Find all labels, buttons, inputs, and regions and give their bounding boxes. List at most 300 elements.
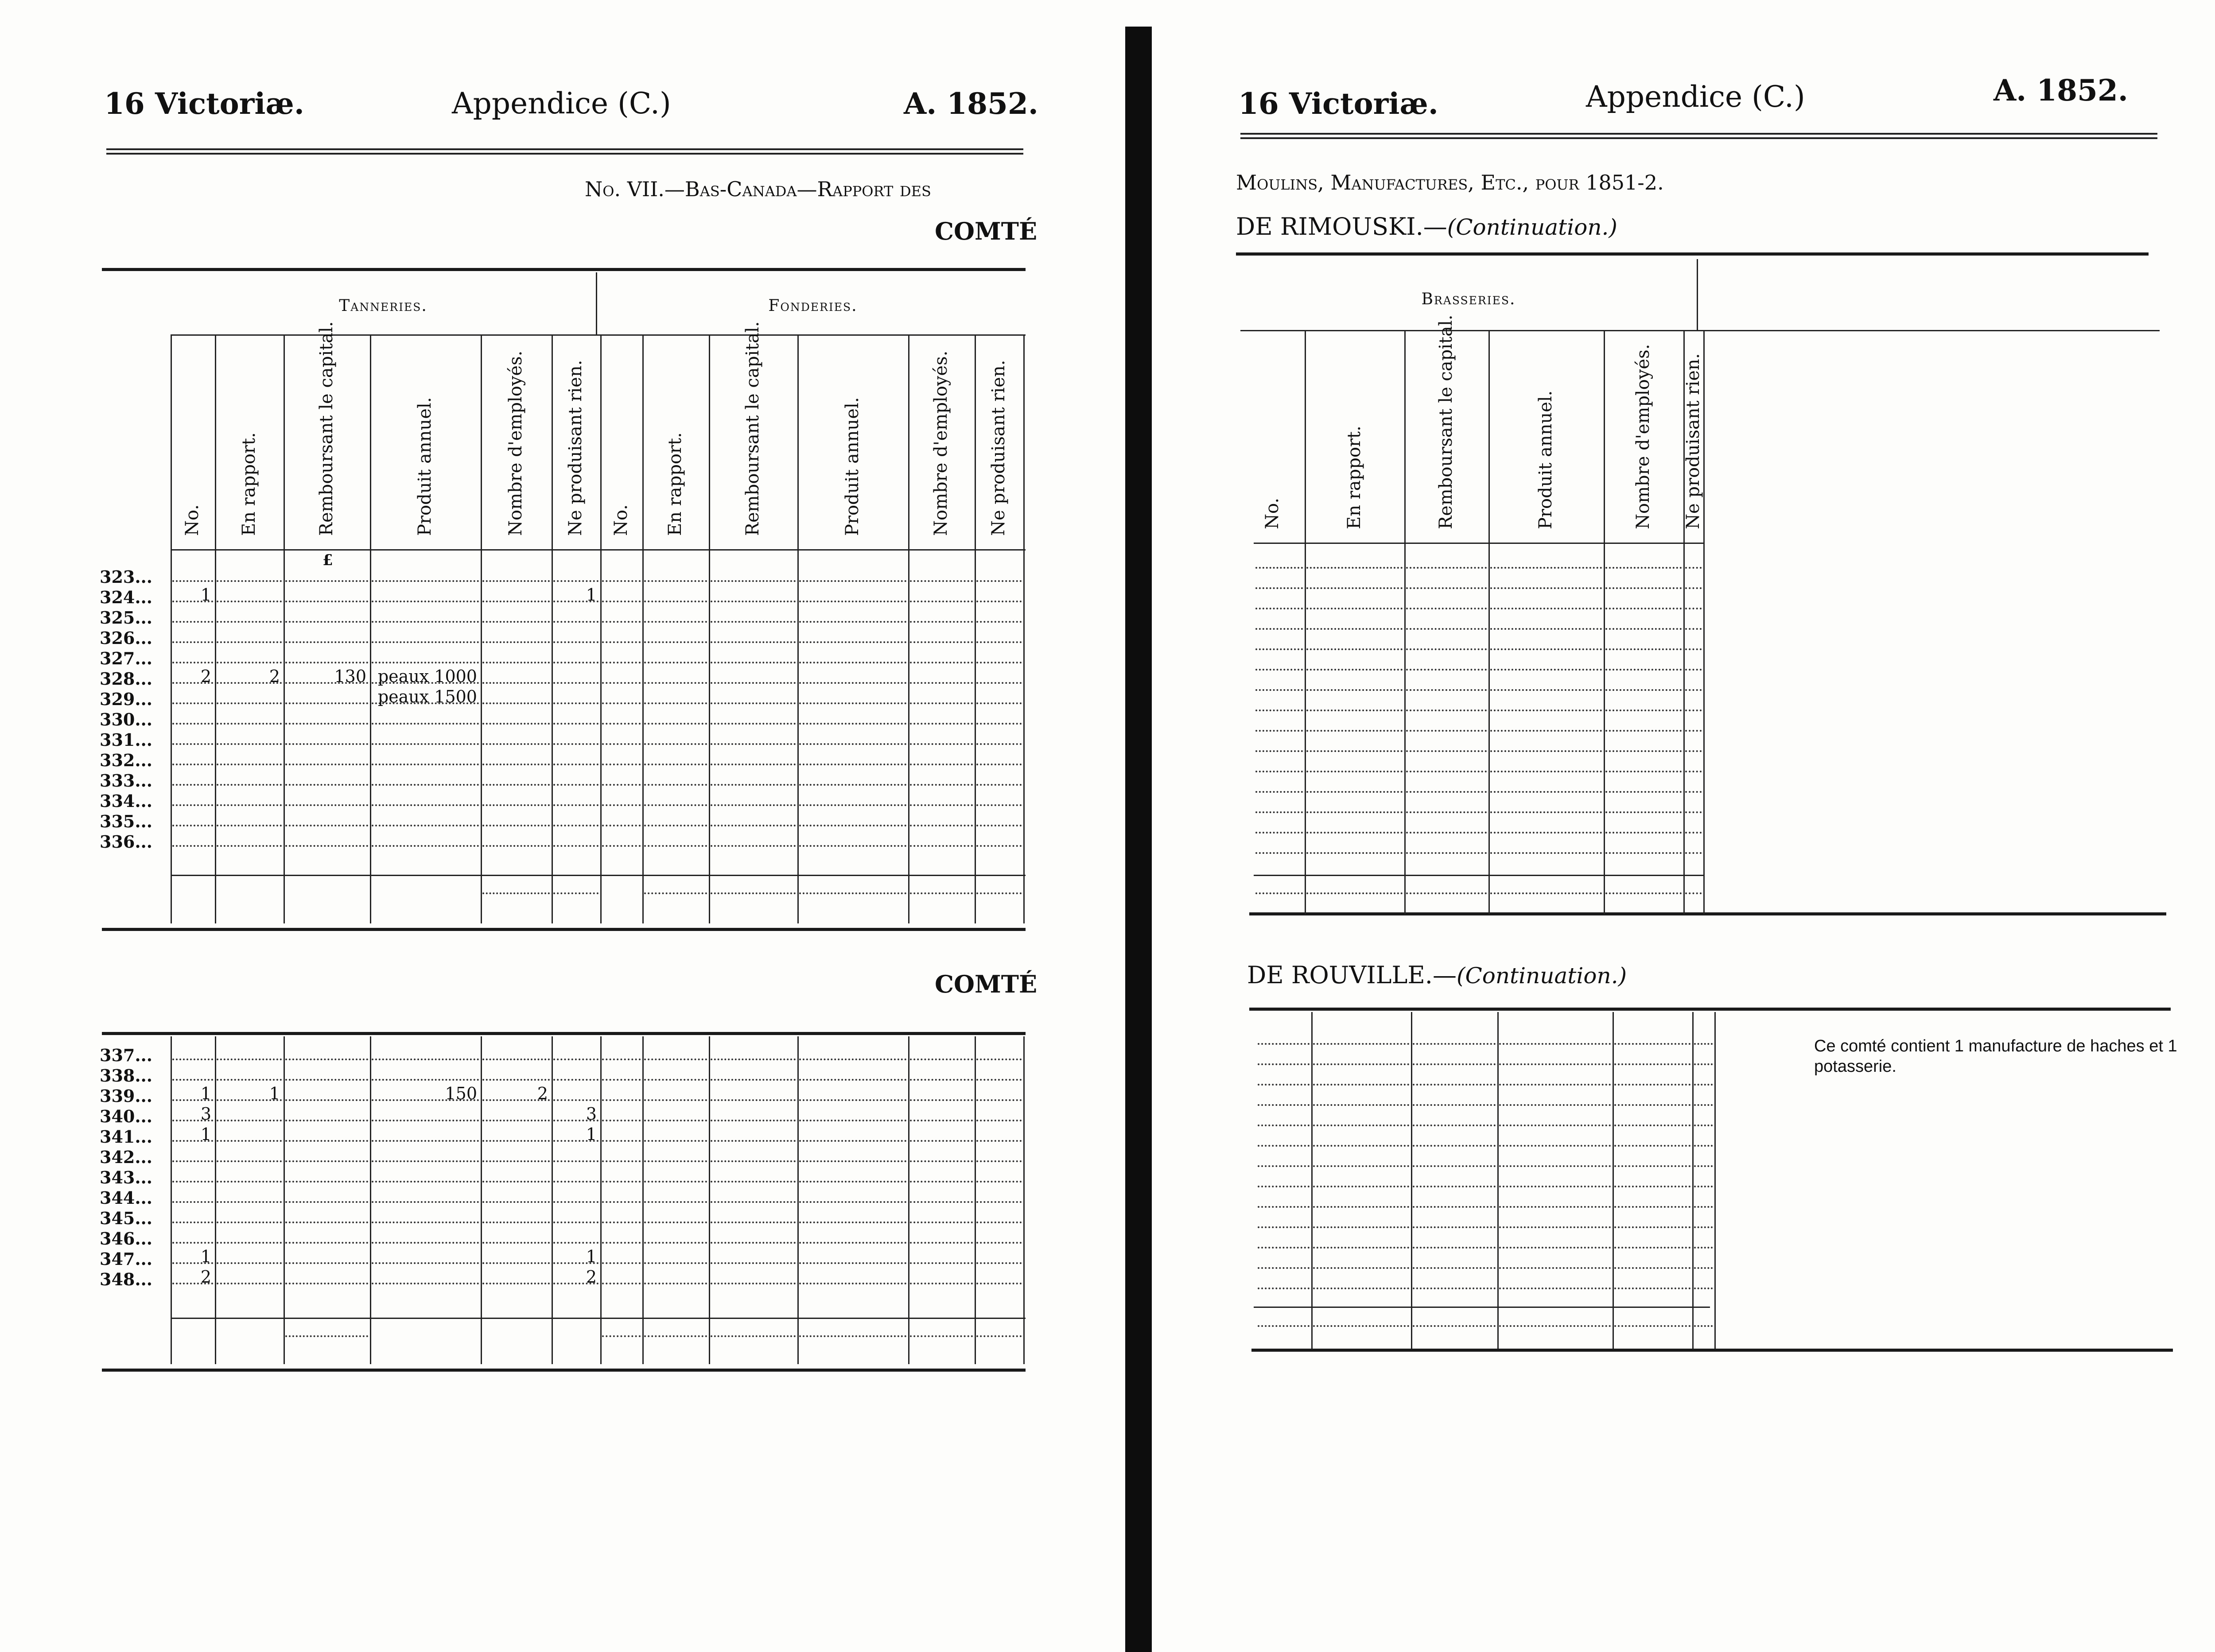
table2-cell (602, 1045, 641, 1060)
table1-cell (799, 628, 906, 643)
table3-cell (1406, 839, 1487, 854)
row-number: 323... (100, 567, 153, 587)
table2-cell (910, 1249, 973, 1264)
table3-cell (1255, 696, 1303, 711)
table4-cell (1614, 1233, 1690, 1249)
table3-cell (1490, 635, 1602, 650)
table2-cell (217, 1127, 282, 1142)
table1-cell (711, 710, 796, 725)
table4-cell (1614, 1254, 1690, 1269)
table3-cell (1406, 696, 1487, 711)
table1-top-rule (102, 268, 1026, 271)
table2-cell (910, 1167, 973, 1183)
table3-cell (1685, 778, 1702, 793)
table1-total-dots (482, 879, 550, 894)
table2-cell (482, 1045, 550, 1060)
table3-cell (1306, 615, 1403, 630)
table1-total-dots (799, 879, 906, 894)
table2-cell (644, 1208, 707, 1223)
table2-cell (217, 1269, 282, 1284)
table2-cell (910, 1127, 973, 1142)
table2-cell (482, 1188, 550, 1203)
table1-cell: 1 (172, 587, 213, 602)
header-rule (106, 148, 1023, 155)
table2-cell (711, 1066, 796, 1081)
t1-divider-12 (1023, 334, 1025, 923)
table2-cell (482, 1249, 550, 1264)
table2-total-line (171, 1318, 1026, 1319)
table2-cell (482, 1229, 550, 1244)
table1-cell (172, 608, 213, 623)
table4-cell (1258, 1070, 1310, 1086)
table1-cell (799, 771, 906, 786)
table1-cell (372, 587, 479, 602)
county-rimouski (1236, 213, 1617, 240)
table2-cell (799, 1167, 906, 1183)
table4-cell (1499, 1111, 1611, 1126)
table1-cell (976, 587, 1022, 602)
table1-total-dots (553, 879, 598, 894)
table1-cell: peaux 1500 (372, 689, 479, 704)
row-number: 332... (100, 750, 153, 770)
table1-cell (217, 710, 282, 725)
table4-cell (1313, 1070, 1409, 1086)
table1-cell (910, 689, 973, 704)
table2-cell (602, 1249, 641, 1264)
table2-cell (644, 1086, 707, 1101)
table1-cell (217, 567, 282, 582)
table4-cell (1313, 1111, 1409, 1126)
table4-cell (1694, 1274, 1713, 1289)
table1-cell (217, 648, 282, 663)
table4-cell (1694, 1193, 1713, 1208)
table2-cell (372, 1167, 479, 1183)
county-rimouski-note: (Continuation.) (1447, 214, 1617, 240)
table2-cell (482, 1106, 550, 1121)
table1-cell (482, 750, 550, 765)
table4-cell (1313, 1193, 1409, 1208)
table1-cell (217, 689, 282, 704)
table3-cell (1605, 574, 1682, 589)
table4-cell (1258, 1132, 1310, 1147)
table4-cell (1413, 1050, 1496, 1065)
table3-cell (1306, 635, 1403, 650)
table1-cell (553, 648, 598, 663)
table2-top-rule (102, 1032, 1026, 1035)
table4-cell (1258, 1172, 1310, 1187)
table2-cell (372, 1066, 479, 1081)
tanneries-col-5: Ne produisant rien. (565, 360, 586, 536)
table3-cell (1605, 737, 1682, 752)
table1-cell: 1 (553, 587, 598, 602)
table2-cell (799, 1147, 906, 1162)
table4-cell (1694, 1070, 1713, 1086)
t1-divider-9 (797, 334, 799, 923)
table2-cell (799, 1249, 906, 1264)
table3-cell (1306, 554, 1403, 569)
table2-cell (285, 1147, 368, 1162)
table3-cell (1255, 574, 1303, 589)
t3-group-divider (1697, 259, 1698, 330)
table1-cell (644, 648, 707, 663)
t2-divider-9 (797, 1036, 799, 1364)
table1-cell (285, 648, 368, 663)
table2-cell (976, 1066, 1022, 1081)
table3-cell (1685, 676, 1702, 691)
table1-cell (976, 628, 1022, 643)
table2-cell (711, 1208, 796, 1223)
t3-divider-1 (1404, 330, 1406, 915)
table1-cell (976, 730, 1022, 745)
t4-divider-3 (1613, 1012, 1614, 1349)
table2-cell (482, 1269, 550, 1284)
table4-cell (1313, 1091, 1409, 1106)
table2-cell (711, 1127, 796, 1142)
table2-cell (910, 1066, 973, 1081)
table1-cell (976, 669, 1022, 684)
table2-cell: 2 (172, 1269, 213, 1284)
table2-cell: 3 (553, 1106, 598, 1121)
table1-cell (372, 811, 479, 826)
table2-cell (172, 1188, 213, 1203)
t3-divider-2 (1488, 330, 1490, 915)
table3-cell (1255, 818, 1303, 834)
table3-cell (1490, 696, 1602, 711)
t1-group-divider (596, 272, 597, 334)
t1-divider-7 (642, 334, 644, 923)
t2-divider-1 (215, 1036, 216, 1364)
table1-cell (285, 608, 368, 623)
table1-cell (602, 587, 641, 602)
table2-cell (285, 1086, 368, 1101)
table2-cell (217, 1208, 282, 1223)
table2-total-dots (711, 1322, 796, 1337)
table3-cell (1406, 554, 1487, 569)
table3-cell (1685, 635, 1702, 650)
table1-cell (644, 730, 707, 745)
table1-cell (482, 669, 550, 684)
table1-cell (285, 750, 368, 765)
table3-cell (1255, 737, 1303, 752)
table3-top-rule (1236, 252, 2149, 256)
table1-cell (372, 710, 479, 725)
t1-divider-1 (215, 334, 216, 923)
row-number: 339... (100, 1086, 153, 1106)
table2-cell (976, 1045, 1022, 1060)
table2-cell (644, 1045, 707, 1060)
table1-cell (602, 832, 641, 847)
table3-total-dots (1490, 879, 1602, 894)
table1-cell (285, 567, 368, 582)
table2-cell (910, 1229, 973, 1244)
table2-cell (285, 1249, 368, 1264)
table2-cell (644, 1249, 707, 1264)
table3-cell (1490, 818, 1602, 834)
table3-cell (1685, 615, 1702, 630)
table2-cell (553, 1229, 598, 1244)
report-title-cont: Moulins, Manufactures, Etc., pour 1851-2. (1236, 171, 1664, 194)
table1-cell (553, 628, 598, 643)
table1-cell (711, 628, 796, 643)
county-rouville-name: DE ROUVILLE.— (1247, 961, 1457, 989)
table1-cell (711, 669, 796, 684)
t4-divider-4 (1692, 1012, 1694, 1349)
table1-cell (976, 832, 1022, 847)
header-appendix: Appendice (C.) (452, 86, 671, 120)
table2-total-dots (910, 1322, 973, 1337)
table3-cell (1406, 615, 1487, 630)
table1-cell (644, 791, 707, 806)
table1-cell (644, 811, 707, 826)
table3-total-dots (1255, 879, 1303, 894)
table2-cell (711, 1147, 796, 1162)
table3-total-dots (1306, 879, 1403, 894)
table2-cell: 1 (172, 1127, 213, 1142)
table1-cell (482, 567, 550, 582)
table1-cell (217, 730, 282, 745)
tanneries-col-4: Nombre d'employés. (505, 350, 526, 536)
table3-cell (1685, 594, 1702, 609)
header-session-right: A. 1852. (1994, 73, 2128, 108)
group-fonderies: Fonderies. (768, 297, 858, 315)
table4-cell (1499, 1254, 1611, 1269)
table1-cell (711, 791, 796, 806)
table4-cell (1413, 1193, 1496, 1208)
table4-cell (1614, 1091, 1690, 1106)
table4-cell (1614, 1152, 1690, 1167)
row-number: 340... (100, 1106, 153, 1126)
table2-cell (602, 1066, 641, 1081)
row-number: 337... (100, 1045, 153, 1065)
table2-cell (285, 1269, 368, 1284)
table2-cell (644, 1269, 707, 1284)
table4-cell (1694, 1111, 1713, 1126)
t1-divider-3 (370, 334, 371, 923)
table3-cell (1255, 676, 1303, 691)
table4-cell (1499, 1213, 1611, 1228)
table3-cell (1406, 757, 1487, 772)
table3-cell (1306, 655, 1403, 671)
table1-cell (910, 750, 973, 765)
table1-cell (285, 791, 368, 806)
table2-cell (372, 1147, 479, 1162)
table4-cell (1694, 1132, 1713, 1147)
table1-cell (217, 832, 282, 847)
table2-cell (910, 1188, 973, 1203)
t1-divider-5 (552, 334, 553, 923)
table2-cell (976, 1106, 1022, 1121)
table3-cell (1306, 676, 1403, 691)
table1-cell (910, 710, 973, 725)
table3-cell (1685, 717, 1702, 732)
table2-cell: 1 (553, 1127, 598, 1142)
table1-cell (644, 608, 707, 623)
table1-cell (799, 710, 906, 725)
table4-cell (1313, 1233, 1409, 1249)
table1-cell (711, 730, 796, 745)
table3-cell (1255, 839, 1303, 854)
table2-cell (482, 1208, 550, 1223)
table1-cell (172, 689, 213, 704)
table3-cell (1685, 655, 1702, 671)
book-spine (1125, 27, 1152, 1652)
table1-cell (172, 628, 213, 643)
table1-cell (217, 811, 282, 826)
table3-cell (1490, 574, 1602, 589)
table3-cell (1605, 635, 1682, 650)
table2-cell (285, 1106, 368, 1121)
table2-cell (553, 1208, 598, 1223)
t1-divider-6 (600, 334, 602, 923)
brasseries-col-2: Remboursant le capital. (1436, 314, 1456, 529)
table3-cell (1406, 655, 1487, 671)
table1-cell (711, 587, 796, 602)
brasseries-col-0: No. (1262, 497, 1282, 529)
table4-cell (1258, 1111, 1310, 1126)
table3-cell (1406, 676, 1487, 691)
table1-cell (910, 567, 973, 582)
table4-cell (1499, 1050, 1611, 1065)
table1-cell (172, 567, 213, 582)
table2-cell (553, 1045, 598, 1060)
county-rouville (1247, 961, 1627, 989)
table3-cell (1306, 594, 1403, 609)
table1-cell: 130 (285, 669, 368, 684)
table1-cell (711, 689, 796, 704)
row-number: 326... (100, 628, 153, 648)
table3-cell (1685, 757, 1702, 772)
group-underline-right (1240, 330, 2160, 331)
table4-cell (1313, 1274, 1409, 1289)
table1-total-dots (711, 879, 796, 894)
table1-cell (482, 628, 550, 643)
table4-total-dots (1614, 1312, 1690, 1327)
table2-cell (976, 1086, 1022, 1101)
table3-cell (1490, 839, 1602, 854)
row-number: 328... (100, 669, 153, 689)
row-number: 343... (100, 1167, 153, 1187)
table2-cell: 1 (217, 1086, 282, 1101)
table3-cell (1605, 798, 1682, 813)
table1-cell (644, 710, 707, 725)
tanneries-col-1: En rapport. (238, 432, 259, 536)
table2-cell (976, 1269, 1022, 1284)
header-appendix-right: Appendice (C.) (1586, 80, 1805, 114)
table3-cell (1605, 594, 1682, 609)
table2-cell (711, 1229, 796, 1244)
t3-divider-3 (1604, 330, 1605, 915)
table3-total-dots (1406, 879, 1487, 894)
table1-cell (976, 689, 1022, 704)
header-bottom-line (171, 549, 1026, 551)
table2-cell (285, 1188, 368, 1203)
table1-cell (910, 648, 973, 663)
county-rouville-note: (Continuation.) (1456, 963, 1627, 989)
table2-cell (976, 1229, 1022, 1244)
table3-cell (1490, 554, 1602, 569)
table1-cell (799, 608, 906, 623)
table1-cell (172, 832, 213, 847)
table4-cell (1313, 1050, 1409, 1065)
table4-cell (1258, 1254, 1310, 1269)
table1-cell (482, 689, 550, 704)
table3-cell (1490, 655, 1602, 671)
table3-cell (1490, 615, 1602, 630)
t2-divider-5 (552, 1036, 553, 1364)
table2-cell (976, 1208, 1022, 1223)
table3-cell (1255, 635, 1303, 650)
table2-total-dots (602, 1322, 641, 1337)
row-number: 344... (100, 1188, 153, 1208)
table2-cell (910, 1086, 973, 1101)
table1-cell (910, 669, 973, 684)
table4-cell (1413, 1070, 1496, 1086)
table1-cell (172, 730, 213, 745)
table3-cell (1605, 717, 1682, 732)
table1-cell (799, 567, 906, 582)
t2-divider-2 (284, 1036, 285, 1364)
table2-cell (482, 1127, 550, 1142)
table1-cell (553, 730, 598, 745)
table2-cell (217, 1229, 282, 1244)
table1-cell (644, 567, 707, 582)
table2-cell (172, 1147, 213, 1162)
t3-divider-5 (1703, 330, 1705, 915)
table2-cell (910, 1269, 973, 1284)
table1-cell (553, 567, 598, 582)
table4-cell (1413, 1213, 1496, 1228)
table4-cell (1614, 1132, 1690, 1147)
table4-total-line (1254, 1307, 1710, 1308)
table4-cell (1694, 1030, 1713, 1045)
table1-cell (644, 832, 707, 847)
table1-cell (976, 750, 1022, 765)
row-number: 338... (100, 1066, 153, 1086)
table4-cell (1313, 1132, 1409, 1147)
row-number: 331... (100, 730, 153, 750)
table2-cell (217, 1147, 282, 1162)
t1-divider-8 (709, 334, 710, 923)
row-number: 342... (100, 1147, 153, 1167)
table1-cell (711, 750, 796, 765)
table1-cell (644, 689, 707, 704)
table1-cell (799, 832, 906, 847)
table2-total-dots (799, 1322, 906, 1337)
table2-cell (172, 1229, 213, 1244)
table1-cell (976, 710, 1022, 725)
header-bottom-line-right (1254, 543, 1703, 544)
table2-cell (372, 1106, 479, 1121)
table2-cell (602, 1188, 641, 1203)
table1-cell (553, 832, 598, 847)
comte-label-1: COMTÉ (935, 217, 1038, 245)
table2-cell (711, 1269, 796, 1284)
table2-total-dots (285, 1322, 368, 1337)
table1-cell (217, 628, 282, 643)
table2-cell (372, 1269, 479, 1284)
table2-cell (644, 1188, 707, 1203)
table1-cell (910, 608, 973, 623)
table1-cell (553, 689, 598, 704)
table1-cell (482, 710, 550, 725)
table4-cell (1258, 1030, 1310, 1045)
table2-cell (602, 1106, 641, 1121)
table3-total-dots (1685, 879, 1702, 894)
table1-cell (711, 811, 796, 826)
table2-cell (799, 1208, 906, 1223)
table3-cell (1406, 818, 1487, 834)
table4-cell (1313, 1254, 1409, 1269)
